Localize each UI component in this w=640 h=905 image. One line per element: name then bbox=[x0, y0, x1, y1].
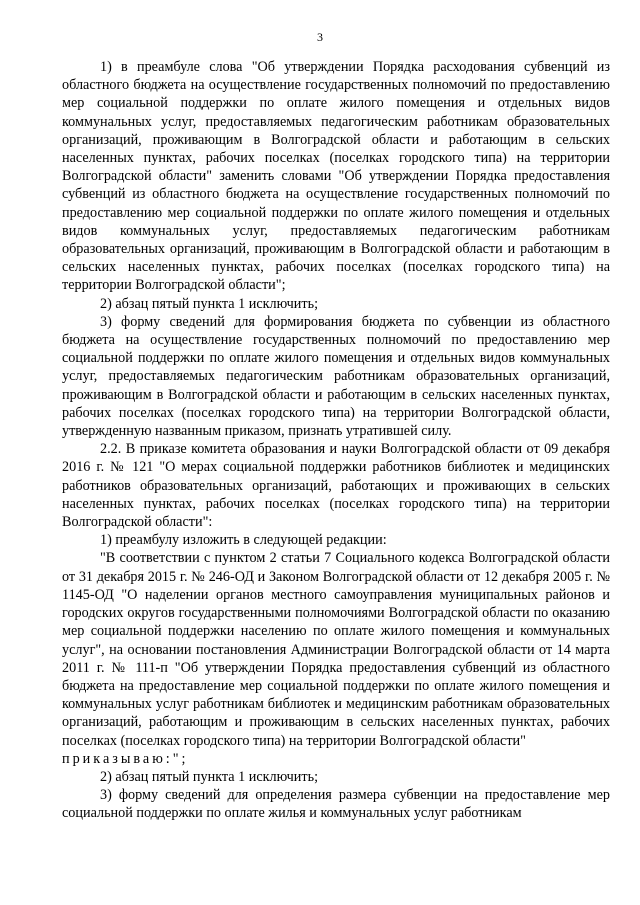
paragraph-subitem-1: 1) преамбулу изложить в следующей редакции: bbox=[100, 532, 387, 549]
paragraph-subitem-3: 3) форму сведений для определения размера субвенции на предоставление мер социальной поддержки по оплате жилья и коммунальных услуг работникам bbox=[62, 787, 610, 822]
paragraph-item-1: 1) в преамбуле слова "Об утверждении Порядка расходования субвенций из областного бюджета на осуществление государственных полномочий по предоставлению мер социальной поддержки по оплате жилого помещения и отдельных видов коммунальных услуг, предоставляемых педагогическим работникам образовательных организаций, проживающим в Волгоградской области и работающим в сельских населенных пунктах, рабочих поселках (поселках городского типа) на территории Волгоградской области" заменить словами "Об утверждении Порядка предоставления субвенций из областного бюджета на осуществление государственных полномочий по предоставлению мер социальной поддержки по оплате жилого помещения и отдельных видов коммунальных услуг, предоставляемых педагогическим работникам образовательных организаций, проживающим в Волгоградской области и работающим в сельских населенных пунктах, рабочих поселках (поселках городского типа) на территории Волгоградской области"; bbox=[62, 59, 610, 294]
paragraph-subitem-2: 2) абзац пятый пункта 1 исключить; bbox=[100, 768, 319, 785]
decree-word: приказываю:"; bbox=[62, 750, 189, 767]
paragraph-preamble-quote: "В соответствии с пунктом 2 статьи 7 Социального кодекса Волгоградской области от 31 декабря 2015 г. № 246-ОД и Законом Волгоградской области от 12 декабря 2005 г. № 1145-ОД "О наделении органов местного самоуправления муниципальных районов и городских округов государственными полномочиями Волгоградской области по оказанию мер социальной поддержки населению по оплате жилого помещения и коммунальных услуг", на основании постановления Администрации Волгоградской области от 14 марта 2011 г. № 111-п "Об утверждении Порядка предоставления субвенций из областного бюджета на предоставление мер социальной поддержки по оплате жилого помещения и коммунальных услуг работникам библиотек и медицинским работникам образовательных организаций, работающим и проживающим в сельских населенных пунктах, рабочих поселках (поселках городского типа) на территории Волгоградской области" bbox=[62, 550, 610, 749]
page-number: 3 bbox=[317, 30, 323, 44]
document-body bbox=[62, 58, 610, 823]
paragraph-section-2-2: 2.2. В приказе комитета образования и науки Волгоградской области от 09 декабря 2016 г. № 121 "О мерах социальной поддержки работников библиотек и медицинских работников образовательных организаций, работающих и проживающих в сельских населенных пунктах, рабочих поселках (поселках городского типа) на территории Волгоградской области": bbox=[62, 441, 610, 531]
paragraph-item-3: 3) форму сведений для формирования бюджета по субвенции из областного бюджета на осуществление государственных полномочий по предоставлению мер социальной поддержки по оплате жилого помещения и отдельных видов коммунальных услуг, предоставляемых педагогическим работникам образовательных организаций, проживающим в Волгоградской области и работающим в сельских населенных пунктах, рабочих поселках (поселках городского типа) на территории Волгоградской области, утвержденную названным приказом, признать утратившей силу. bbox=[62, 313, 610, 440]
paragraph-item-2: 2) абзац пятый пункта 1 исключить; bbox=[100, 295, 319, 312]
